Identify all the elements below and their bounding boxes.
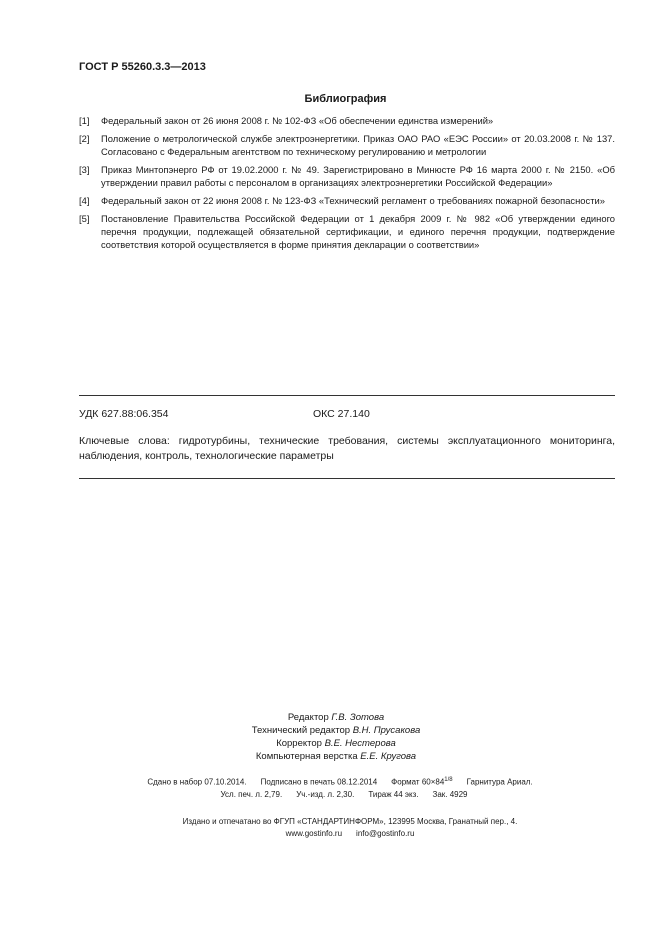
bibliography-item-number: [3] [79, 164, 90, 175]
order-number: Зак. 4929 [432, 790, 468, 799]
bibliography-item-number: [5] [79, 213, 90, 224]
credits-block [200, 711, 472, 763]
bibliography-item [79, 163, 615, 189]
print-run: Тираж 44 экз. [368, 790, 419, 799]
standard-code: ГОСТ Р 55260.3.3—2013 [79, 61, 206, 73]
credit-role: Корректор [276, 738, 322, 749]
bibliography-item-text: Федеральный закон от 26 июня 2008 г. № 102-ФЗ «Об обеспечении единства измерений» [101, 115, 494, 126]
oks-code: ОКС 27.140 [313, 408, 370, 420]
credit-line [200, 750, 472, 763]
bibliography-title: Библиография [304, 93, 387, 105]
credit-line [200, 711, 472, 724]
bibliography-item-text: Приказ Минтопэнерго РФ от 19.02.2000 г. № 49. Зарегистрировано в Минюсте РФ 16 марта 2000 г. № 2150. «Об утверждении правил работы с персоналом в организациях электроэнергетики Российской Федерации» [101, 164, 615, 188]
publisher-email-link[interactable]: info@gostinfo.ru [356, 829, 415, 838]
bibliography-item-text: Постановление Правительства Российской Федерации от 1 декабря 2009 г. № 982 «Об утверждении единого перечня продукции, подлежащей обязательной сертификации, и единого перечня продукции, подтверждение соответствия которой осуществляется в форме принятия декларации о соответствии» [101, 213, 615, 250]
publisher-sheets: Уч.-изд. л. 2,30. [296, 790, 355, 799]
print-format-fraction: 1/8 [444, 777, 453, 783]
signed-date: Подписано в печать 08.12.2014 [260, 777, 378, 787]
bibliography-item-number: [4] [79, 195, 90, 206]
credit-line [200, 737, 472, 750]
print-format: Формат 60×84 [391, 777, 445, 787]
typeface: Гарнитура Ариал. [466, 777, 533, 787]
bibliography-item [79, 194, 615, 207]
submitted-date: Сдано в набор 07.10.2014. [147, 777, 247, 787]
credit-person: В.Н. Прусакова [352, 725, 421, 736]
bibliography-list [79, 114, 615, 256]
bibliography-item-number: [1] [79, 115, 90, 126]
publisher-contacts [90, 829, 610, 838]
credit-role: Компьютерная верстка [255, 751, 358, 762]
credit-role: Технический редактор [251, 725, 351, 736]
credit-person: Г.В. Зотова [331, 712, 385, 723]
udk-code: УДК 627.88:06.354 [79, 408, 169, 420]
publisher-website-link[interactable]: www.gostinfo.ru [285, 829, 343, 838]
bibliography-item [79, 132, 615, 158]
keywords: Ключевые слова: гидротурбины, технические требования, системы эксплуатационного мониторинга, наблюдения, контроль, технологические параметры [79, 435, 615, 462]
bibliography-item [79, 212, 615, 251]
imprint-line-2 [100, 790, 580, 799]
bibliography-item-text: Положение о метрологической службе электроэнергетики. Приказ ОАО РАО «ЕЭС России» от 20.03.2008 г. № 137. Согласовано с Федеральным агентством по техническому регулированию и метрологии [101, 133, 615, 157]
credit-person: Е.Е. Кругова [360, 751, 417, 762]
bibliography-item-number: [2] [79, 133, 90, 144]
bottom-divider [79, 478, 615, 479]
publisher-address: Издано и отпечатано во ФГУП «СТАНДАРТИНФОРМ», 123995 Москва, Гранатный пер., 4. [182, 817, 518, 826]
bibliography-item [79, 114, 615, 127]
print-sheets: Усл. печ. л. 2,79. [220, 790, 283, 799]
credit-line [200, 724, 472, 737]
credit-person: В.Е. Нестерова [324, 738, 396, 749]
bibliography-item-text: Федеральный закон от 22 июня 2008 г. № 123-ФЗ «Технический регламент о требованиях пожарной безопасности» [101, 195, 605, 206]
credit-role: Редактор [287, 712, 329, 723]
top-divider [79, 395, 615, 396]
imprint-line-1 [100, 777, 580, 787]
